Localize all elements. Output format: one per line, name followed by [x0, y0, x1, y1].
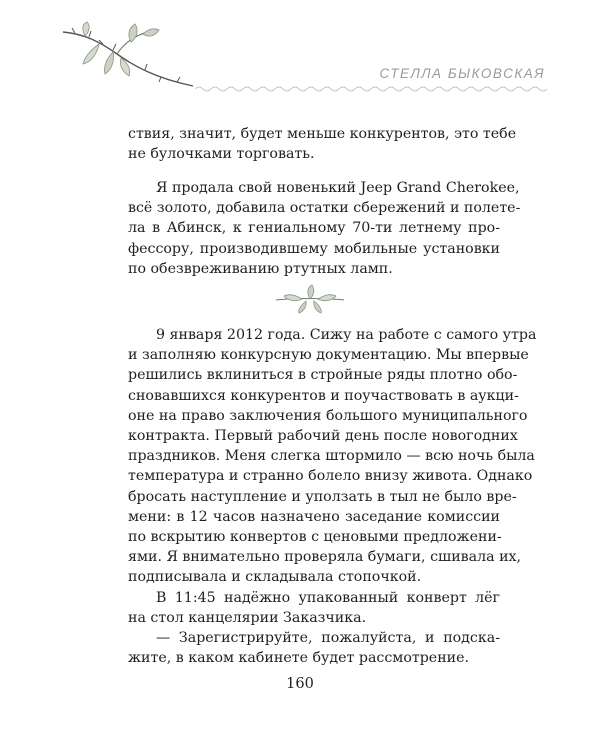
- text-line: сновавшихся конкурентов и поучаствовать в аукци-: [128, 387, 519, 404]
- text-line: В 11:45 надёжно упакованный конверт лёг: [156, 589, 500, 606]
- text-line: ла в Абинск, к гениальному 70-ти летнему про-: [128, 220, 500, 237]
- text-line: всё золото, добавила остатки сбережений и полете-: [128, 200, 521, 217]
- thorny-branch-icon: [55, 20, 205, 90]
- header-wavy-rule: [195, 84, 550, 94]
- text-line: ствия, значит, будет меньше конкурентов, это тебе: [128, 126, 517, 142]
- text-line: по вскрытию конвертов с ценовыми предложени-: [128, 529, 502, 546]
- text-line: не булочками торговать.: [128, 146, 315, 163]
- text-line: Я продала свой новенький Jeep Grand Cherokee,: [156, 180, 520, 196]
- text-line: и заполняю конкурсную документацию. Мы впервые: [128, 347, 529, 364]
- text-line: бросать наступление и уползать в тыл не было вре-: [128, 488, 517, 505]
- text-line: жите, в каком кабинете будет рассмотрение.: [128, 650, 470, 667]
- paragraph-continuation: [128, 124, 517, 164]
- text-line: мени: в 12 часов назначено заседание комиссии: [128, 508, 500, 525]
- text-line: оне на право заключения большого муниципального: [128, 407, 528, 424]
- text-line: — Зарегистрируйте, пожалуйста, и подска-: [156, 630, 500, 647]
- running-head: СТЕЛЛА БЫКОВСКАЯ: [379, 66, 545, 81]
- text-line: на стол канцелярии Заказчика.: [128, 609, 367, 626]
- page-number: 160: [286, 676, 314, 692]
- text-line: контракта. Первый рабочий день после новогодних: [128, 428, 518, 445]
- text-line: подписывала и складывала стопочкой.: [128, 569, 422, 586]
- text-line: 9 января 2012 года. Сижу на работе с самого утра: [156, 327, 537, 343]
- text-line: температура и странно болело внизу живота. Однако: [128, 468, 533, 485]
- text-line: фессору, производившему мобильные установки: [128, 240, 500, 257]
- paragraph-jeep: [128, 178, 521, 279]
- text-line: по обезвреживанию ртутных ламп.: [128, 260, 393, 277]
- text-line: решились вклиниться в стройные ряды плотно обо-: [128, 367, 518, 384]
- paragraph-main: [128, 325, 537, 668]
- leaf-ornament-icon: [272, 284, 348, 314]
- text-line: ями. Я внимательно проверяла бумаги, сшивала их,: [128, 549, 522, 566]
- text-line: праздников. Меня слегка штормило — всю ночь была: [128, 448, 535, 465]
